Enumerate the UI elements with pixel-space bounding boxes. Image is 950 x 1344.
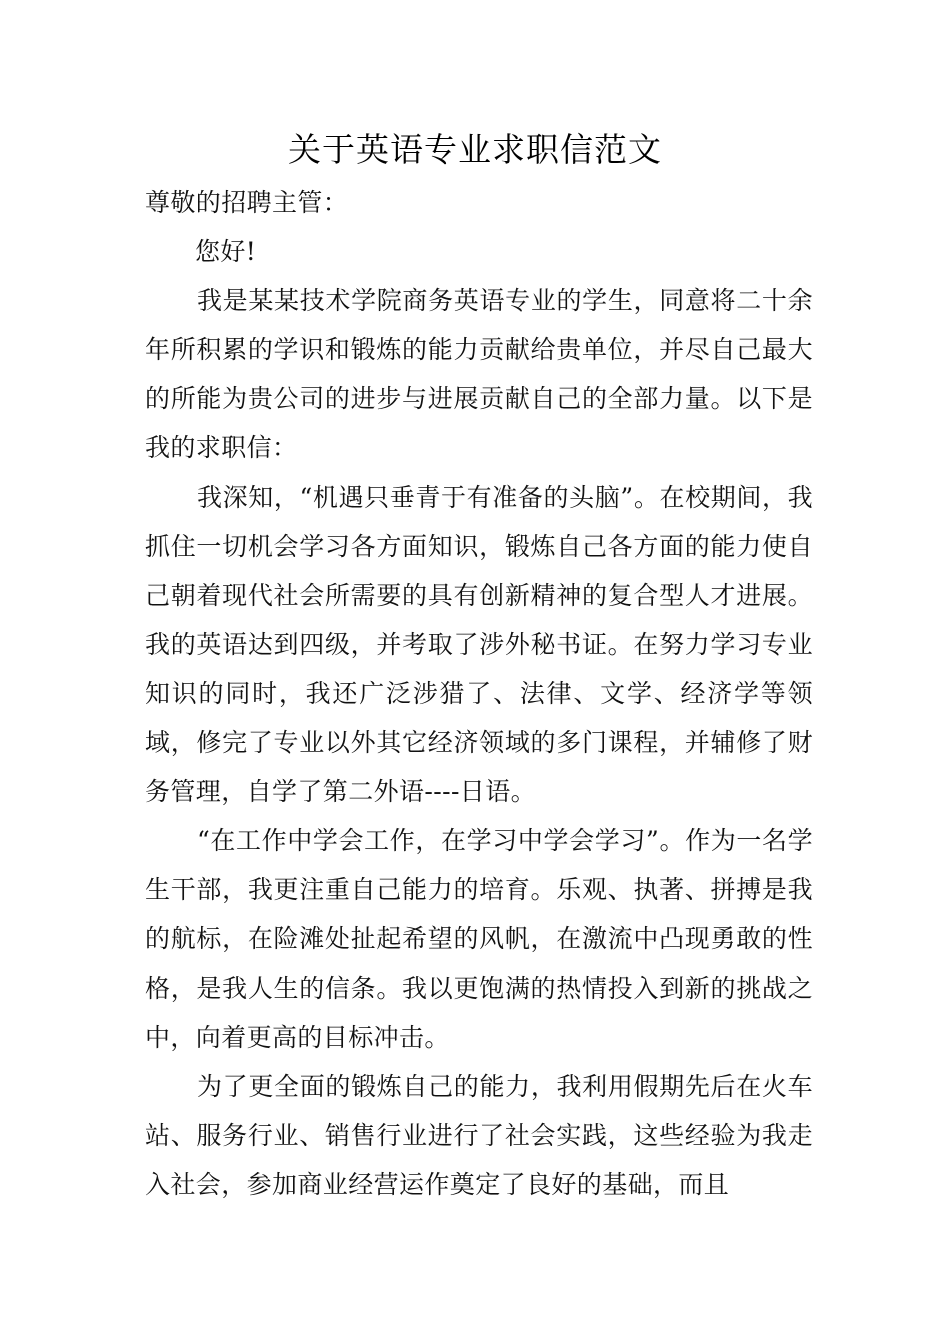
paragraph-intro: 我是某某技术学院商务英语专业的学生，同意将二十余年所积累的学识和锻炼的能力贡献给贵单位，并尽自己最大的所能为贵公司的进步与进展贡献自己的全部力量。以下是我的求职信： <box>145 286 813 463</box>
greeting: 您好! <box>195 237 257 267</box>
paragraph-character: “在工作中学会工作，在学习中学会学习”。作为一名学生干部，我更注重自己能力的培育。乐观、执著、拼搏是我的航标，在险滩处扯起希望的风帆，在激流中凸现勇敢的性格，是我人生的信条。我以更饱满的热情投入到新的挑战之中，向着更高的目标冲击。 <box>145 826 813 1052</box>
document-title: 关于英语专业求职信范文 <box>288 130 662 169</box>
letter-body <box>145 178 813 1209</box>
paragraph-studies: 我深知，“机遇只垂青于有准备的头脑”。在校期间，我抓住一切机会学习各方面知识，锻炼自己各方面的能力使自己朝着现代社会所需要的具有创新精神的复合型人才进展。我的英语达到四级，并考取了涉外秘书证。在努力学习专业知识的同时，我还广泛涉猎了、法律、文学、经济学等领域，修完了专业以外其它经济领域的多门课程，并辅修了财务管理，自学了第二外语----日语。 <box>145 482 813 807</box>
paragraph-practice: 为了更全面的锻炼自己的能力，我利用假期先后在火车站、服务行业、销售行业进行了社会实践，这些经验为我走入社会，参加商业经营运作奠定了良好的基础，而且 <box>145 1071 813 1199</box>
salutation: 尊敬的招聘主管： <box>145 188 349 217</box>
